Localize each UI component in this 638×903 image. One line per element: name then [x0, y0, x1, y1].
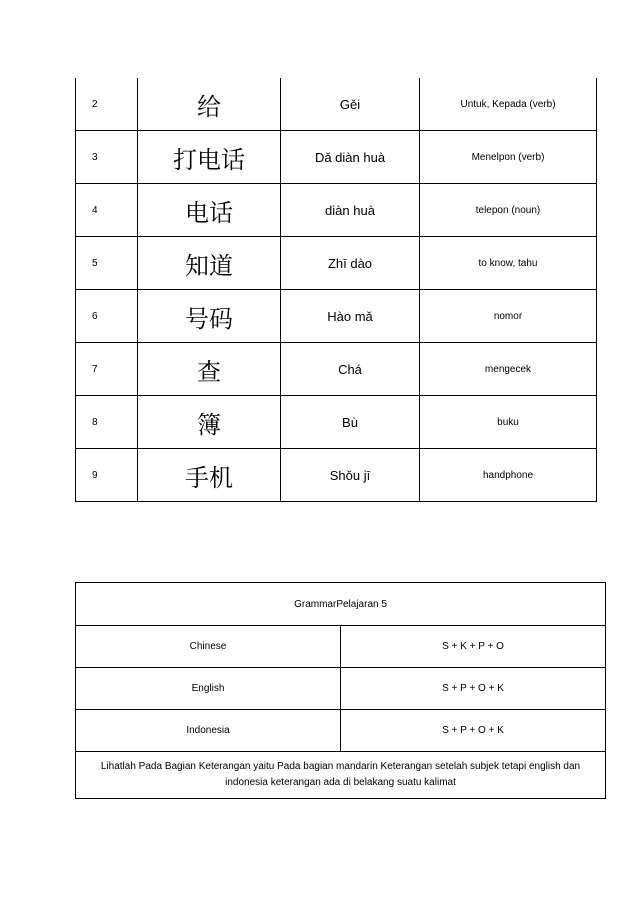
language-cell: Indonesia	[76, 710, 341, 752]
grammar-table	[75, 582, 606, 799]
hanzi-cell: 打电话	[138, 131, 281, 184]
table-row	[76, 131, 597, 184]
table-row	[76, 343, 597, 396]
pattern-cell: S + P + O + K	[341, 710, 606, 752]
pinyin-cell: diàn huà	[281, 184, 420, 237]
language-cell: English	[76, 668, 341, 710]
row-number: 4	[76, 184, 138, 237]
table-row	[76, 237, 597, 290]
vocabulary-table	[75, 78, 597, 502]
table-row	[76, 668, 606, 710]
table-row	[76, 396, 597, 449]
meaning-cell: telepon (noun)	[420, 184, 597, 237]
row-number: 8	[76, 396, 138, 449]
pinyin-cell: Gěi	[281, 78, 420, 131]
meaning-cell: handphone	[420, 449, 597, 502]
language-cell: Chinese	[76, 626, 341, 668]
hanzi-cell: 电话	[138, 184, 281, 237]
grammar-title-row	[76, 583, 606, 626]
grammar-note: Lihatlah Pada Bagian Keterangan yaitu Pada bagian mandarin Keterangan setelah subjek tetapi english dan indonesia keterangan ada di belakang suatu kalimat	[76, 752, 606, 799]
meaning-cell: nomor	[420, 290, 597, 343]
hanzi-cell: 给	[138, 78, 281, 131]
table-row	[76, 184, 597, 237]
meaning-cell: mengecek	[420, 343, 597, 396]
pinyin-cell: Chá	[281, 343, 420, 396]
pinyin-cell: Zhī dào	[281, 237, 420, 290]
row-number: 6	[76, 290, 138, 343]
table-row	[76, 626, 606, 668]
row-number: 9	[76, 449, 138, 502]
meaning-cell: to know, tahu	[420, 237, 597, 290]
grammar-note-row	[76, 752, 606, 799]
row-number: 5	[76, 237, 138, 290]
grammar-title: GrammarPelajaran 5	[76, 583, 606, 626]
row-number: 7	[76, 343, 138, 396]
hanzi-cell: 手机	[138, 449, 281, 502]
pinyin-cell: Hào mǎ	[281, 290, 420, 343]
pinyin-cell: Dǎ diàn huà	[281, 131, 420, 184]
table-row	[76, 290, 597, 343]
meaning-cell: buku	[420, 396, 597, 449]
hanzi-cell: 号码	[138, 290, 281, 343]
table-row	[76, 78, 597, 131]
hanzi-cell: 簿	[138, 396, 281, 449]
hanzi-cell: 查	[138, 343, 281, 396]
hanzi-cell: 知道	[138, 237, 281, 290]
pinyin-cell: Bù	[281, 396, 420, 449]
table-row	[76, 710, 606, 752]
pattern-cell: S + P + O + K	[341, 668, 606, 710]
pattern-cell: S + K + P + O	[341, 626, 606, 668]
table-row	[76, 449, 597, 502]
row-number: 3	[76, 131, 138, 184]
meaning-cell: Menelpon (verb)	[420, 131, 597, 184]
meaning-cell: Untuk, Kepada (verb)	[420, 78, 597, 131]
row-number: 2	[76, 78, 138, 131]
pinyin-cell: Shǒu jī	[281, 449, 420, 502]
